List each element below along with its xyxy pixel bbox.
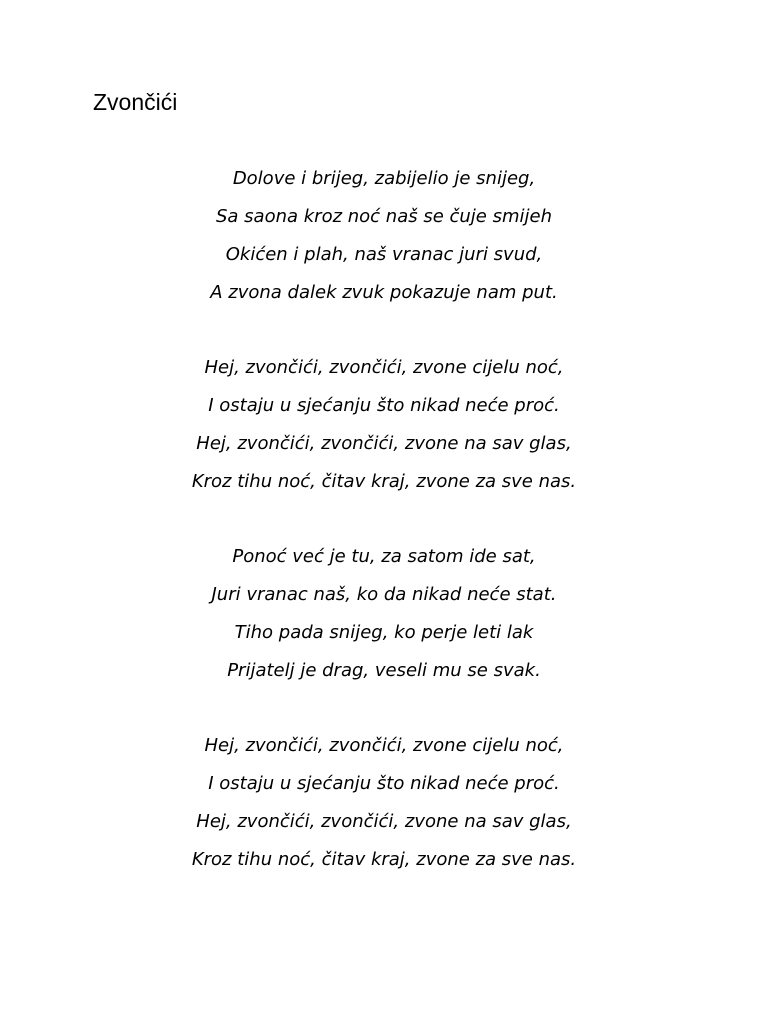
- poem-line: Hej, zvončići, zvončići, zvone na sav glas,: [196, 811, 572, 832]
- poem-line: I ostaju u sjećanju što nikad neće proć.: [208, 395, 560, 416]
- stanza-3: [0, 538, 768, 690]
- stanza-4-chorus: [0, 727, 768, 879]
- poem-line: Tiho pada snijeg, ko perje leti lak: [234, 622, 534, 643]
- poem-line: Kroz tihu noć, čitav kraj, zvone za sve nas.: [191, 471, 577, 492]
- poem-line: Dolove i brijeg, zabijelio je snijeg,: [232, 168, 536, 189]
- stanza-2-chorus: [0, 349, 768, 501]
- poem-line: Okićen i plah, naš vranac juri svud,: [225, 244, 543, 265]
- poem-line: Sa saona kroz noć naš se čuje smijeh: [215, 206, 552, 227]
- poem-line: Juri vranac naš, ko da nikad neće stat.: [211, 584, 557, 605]
- poem-line: Prijatelj je drag, veseli mu se svak.: [227, 660, 541, 681]
- poem-body: [0, 160, 768, 916]
- poem-line: Ponoć već je tu, za satom ide sat,: [232, 546, 536, 567]
- poem-line: I ostaju u sjećanju što nikad neće proć.: [208, 773, 560, 794]
- poem-line: Hej, zvončići, zvončići, zvone cijelu noć,: [204, 735, 564, 756]
- poem-line: A zvona dalek zvuk pokazuje nam put.: [210, 282, 558, 303]
- document-title: Zvončići: [93, 89, 178, 115]
- poem-line: Hej, zvončići, zvončići, zvone na sav glas,: [196, 433, 572, 454]
- poem-line: Kroz tihu noć, čitav kraj, zvone za sve nas.: [191, 849, 577, 870]
- poem-line: Hej, zvončići, zvončići, zvone cijelu noć,: [204, 357, 564, 378]
- stanza-1: [0, 160, 768, 312]
